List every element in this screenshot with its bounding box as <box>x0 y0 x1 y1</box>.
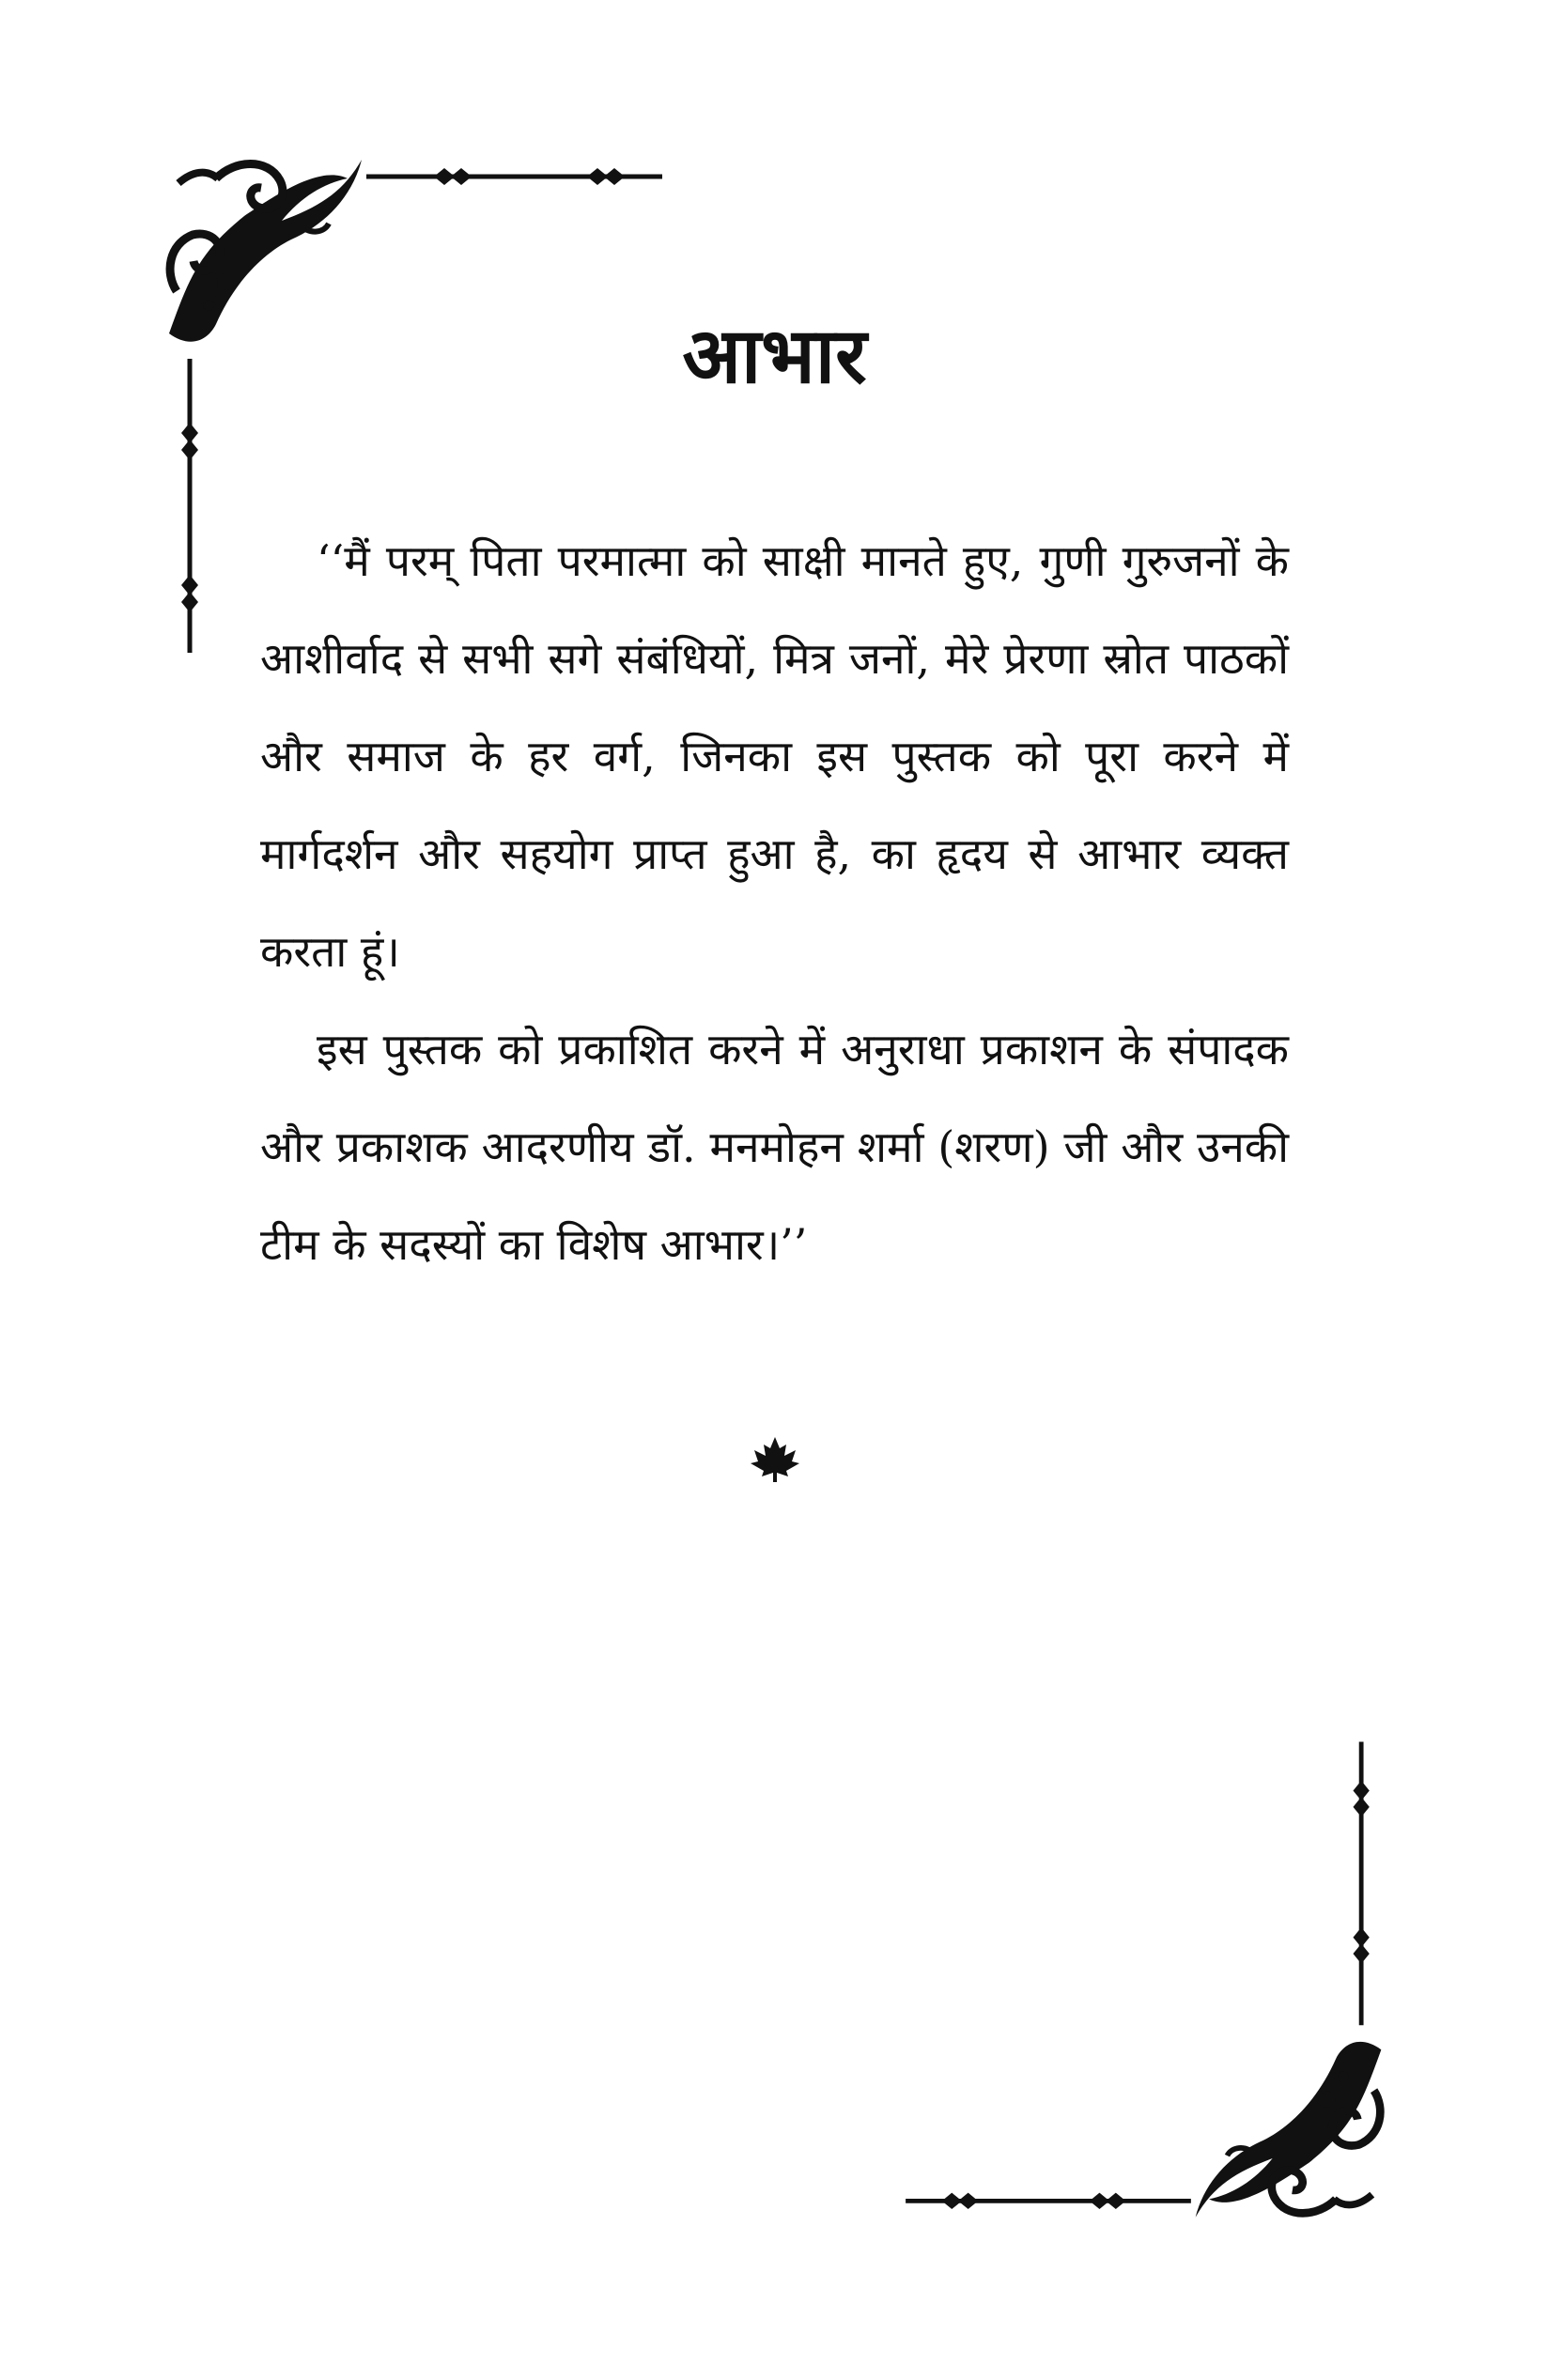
maple-leaf-icon <box>749 1435 801 1484</box>
page-title: आभार <box>682 312 867 401</box>
paragraph: ‘‘मैं परम् पिता परमात्मा को साक्षी मानते हुए, गुणी गुरुजनों के आशीर्वाद से सभी सगे संबंधियों, मित्र जनों, मेरे प्रेरणा स्रोत पाठकों और समाज के हर वर्ग, जिनका इस पुस्तक को पूरा करने में मार्गदर्शन और सहयोग प्राप्त हुआ है, का हृदय से आभार व्यक्त करता हूं। <box>260 535 1289 977</box>
paragraph: इस पुस्तक को प्रकाशित करने में अनुराधा प्रकाशन के संपादक और प्रकाशक आदरणीय डॉ. मनमोहन शर्मा (शरण) जी और उनकी टीम के सदस्यों का विशेष आभार।’’ <box>260 1024 1289 1270</box>
bottom-right-corner-flourish-icon <box>883 1719 1390 2245</box>
acknowledgement-body <box>260 512 1289 1293</box>
